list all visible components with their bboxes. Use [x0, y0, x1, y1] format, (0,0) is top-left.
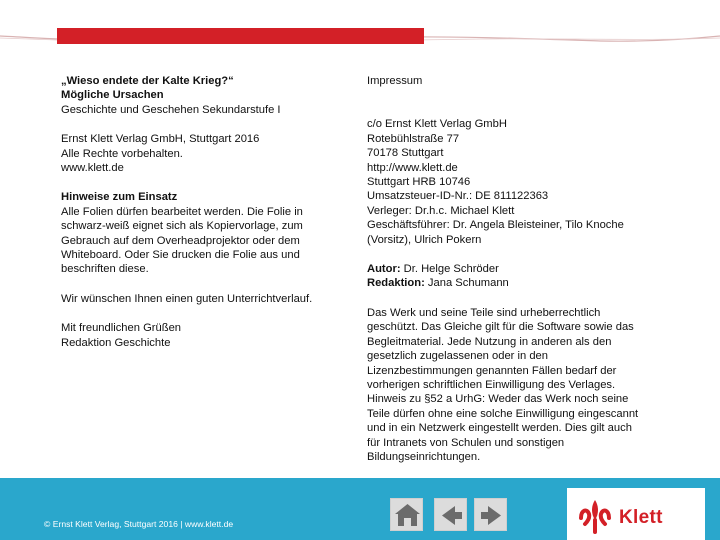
author-label: Autor:	[367, 263, 401, 276]
copyright-text-line: Lizenzbestimmungen genannten Fällen bedarf der	[367, 364, 617, 377]
copyright-text-line: Bildungseinrichtungen.	[367, 450, 481, 463]
klett-logo-text: Klett	[619, 507, 663, 528]
editor-label: Redaktion:	[367, 277, 425, 290]
previous-slide-button[interactable]	[434, 498, 467, 531]
series-name: Geschichte und Geschehen Sekundarstufe I	[61, 103, 281, 116]
wish-text: Wir wünschen Ihnen einen guten Unterrichtverlauf.	[61, 292, 313, 305]
hints-text-line: Alle Folien dürfen bearbeitet werden. Die Folie in	[61, 205, 303, 218]
footer-copyright: © Ernst Klett Verlag, Stuttgart 2016 | www.klett.de	[44, 519, 234, 529]
author-line	[367, 262, 667, 276]
address-line: (Vorsitz), Ulrich Pokern	[367, 233, 482, 246]
copyright-text-line: vorherigen schriftlichen Einwilligung des Verlages.	[367, 378, 616, 391]
greeting-line: Mit freundlichen Grüßen	[61, 322, 182, 335]
editor-value: Jana Schumann	[424, 277, 509, 290]
address-line: Verleger: Dr.h.c. Michael Klett	[367, 204, 515, 217]
home-icon	[391, 499, 424, 532]
hints-text-line: Gebrauch auf dem Overheadprojektor oder dem	[61, 234, 300, 247]
website-line: www.klett.de	[61, 162, 124, 175]
klett-logo-icon	[571, 488, 621, 540]
hints-heading: Hinweise zum Einsatz	[61, 191, 178, 204]
address-line: 70178 Stuttgart	[367, 147, 444, 160]
publisher-line: Ernst Klett Verlag GmbH, Stuttgart 2016	[61, 133, 260, 146]
slide-title: „Wieso endete der Kalte Krieg?“	[61, 75, 234, 87]
address-line: c/o Ernst Klett Verlag GmbH	[367, 118, 507, 131]
next-slide-button[interactable]	[474, 498, 507, 531]
address-line: http://www.klett.de	[367, 161, 458, 174]
address-line: Stuttgart HRB 10746	[367, 176, 471, 189]
hints-text-line: schwarz-weiß eignet sich als Kopiervorlage, zum	[61, 220, 303, 233]
home-button[interactable]	[390, 498, 423, 531]
klett-logo	[567, 488, 705, 540]
copyright-text-line: gesetzlich zugelassenen oder in den	[367, 350, 548, 363]
copyright-text-line: Hinweis zu §52 a UrhG: Weder das Werk noch seine	[367, 393, 629, 406]
copyright-text-line: Teile dürfen ohne eine solche Einwilligung eingescannt	[367, 407, 639, 420]
editor-line	[367, 276, 667, 290]
hints-text-line: beschriften diese.	[61, 263, 149, 276]
copyright-text-line: Das Werk und seine Teile sind urheberrechtlich	[367, 306, 601, 319]
copyright-text-line: und in ein Netzwerk eingestellt werden. Dies gilt auch	[367, 422, 632, 435]
address-line: Rotebühlstraße 77	[367, 132, 460, 145]
address-line: Umsatzsteuer-ID-Nr.: DE 811122363	[367, 190, 549, 203]
address-line: Geschäftsführer: Dr. Angela Bleisteiner, Tilo Knoche	[367, 219, 624, 232]
copyright-text-line: geschützt. Das Gleiche gilt für die Software sowie das	[367, 321, 634, 334]
header-accent-bar	[57, 28, 424, 44]
left-column	[61, 74, 351, 350]
arrow-right-icon	[475, 499, 508, 532]
arrow-left-icon	[435, 499, 468, 532]
author-value: Dr. Helge Schröder	[400, 263, 499, 276]
right-column	[367, 74, 667, 464]
impressum-heading: Impressum	[367, 75, 423, 87]
slide-subtitle-heading: Mögliche Ursachen	[61, 89, 164, 102]
greeting-line: Redaktion Geschichte	[61, 336, 171, 349]
hints-text-line: Whiteboard. Oder Sie drucken die Folie aus und	[61, 249, 300, 262]
copyright-text-line: für Intranets von Schulen und sonstigen	[367, 436, 565, 449]
copyright-text-line: Begleitmaterial. Jede Nutzung in anderen als den	[367, 335, 612, 348]
rights-line: Alle Rechte vorbehalten.	[61, 147, 183, 160]
